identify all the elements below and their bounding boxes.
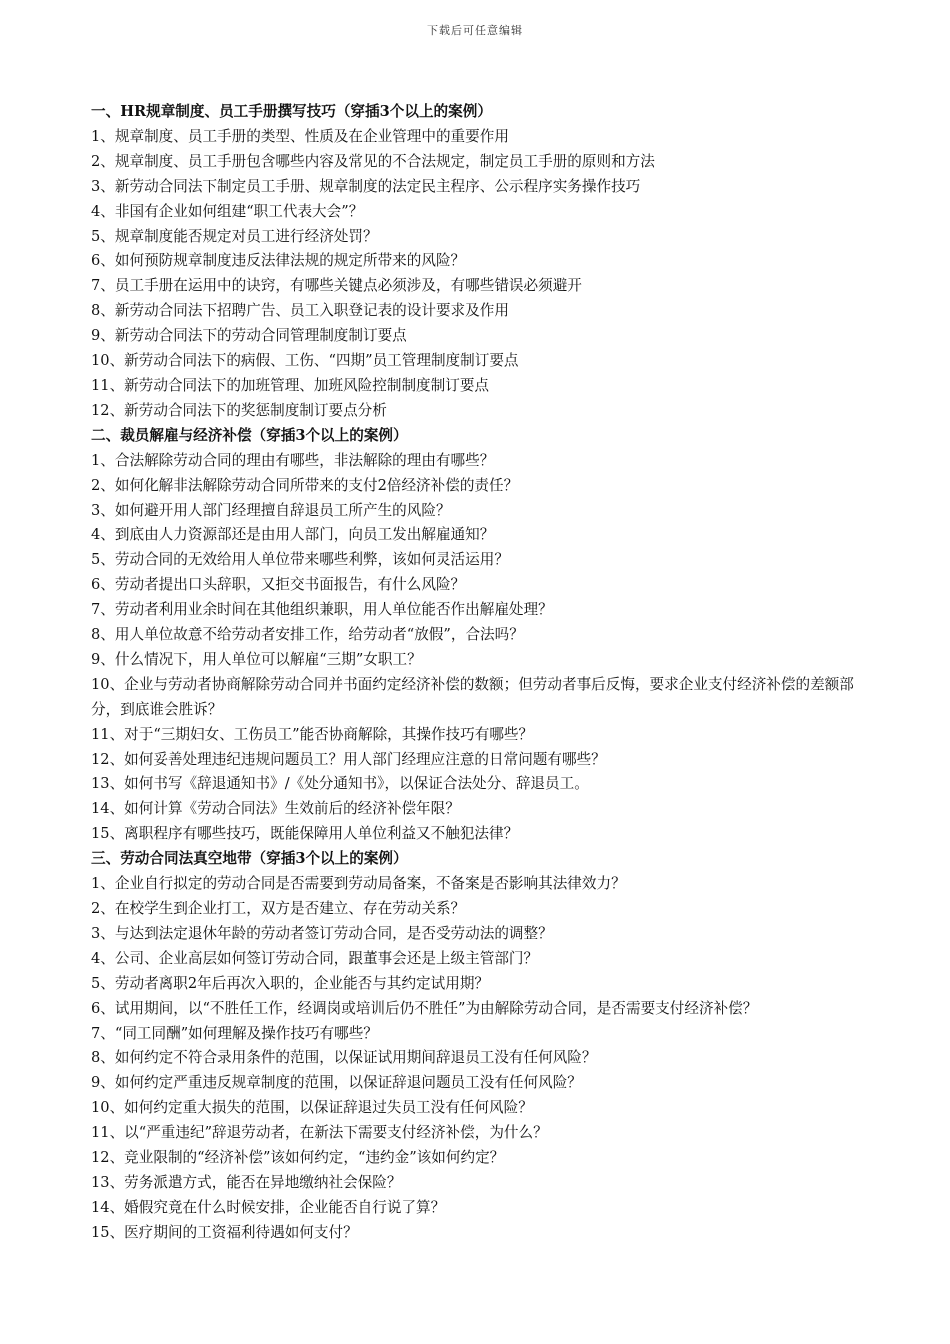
document-body (91, 100, 871, 1246)
list-item: 2、规章制度、员工手册包含哪些内容及常见的不合法规定，制定员工手册的原则和方法 (91, 152, 655, 170)
list-item: 15、离职程序有哪些技巧，既能保障用人单位利益又不触犯法律？ (91, 825, 519, 843)
list-item: 6、如何预防规章制度违反法律法规的规定所带来的风险？ (91, 252, 466, 270)
list-item: 1、规章制度、员工手册的类型、性质及在企业管理中的重要作用 (91, 127, 509, 145)
list-item: 2、如何化解非法解除劳动合同所带来的支付2倍经济补偿的责任？ (91, 476, 519, 494)
list-item: 3、新劳动合同法下制定员工手册、规章制度的法定民主程序、公示程序实务操作技巧 (91, 177, 641, 195)
header-note: 下载后可任意编辑 (427, 24, 523, 37)
list-item: 7、员工手册在运用中的诀窍，有哪些关键点必须涉及，有哪些错误必须避开 (91, 277, 582, 295)
list-item: 1、企业自行拟定的劳动合同是否需要到劳动局备案，不备案是否影响其法律效力？ (91, 875, 626, 893)
list-item: 5、规章制度能否规定对员工进行经济处罚？ (91, 227, 378, 245)
section-heading: 二、裁员解雇与经济补偿（穿插3个以上的案例） (91, 426, 408, 444)
list-item: 14、婚假究竟在什么时候安排，企业能否自行说了算？ (91, 1198, 446, 1216)
list-item: 13、劳务派遣方式，能否在异地缴纳社会保险？ (91, 1173, 402, 1191)
list-item: 2、在校学生到企业打工，双方是否建立、存在劳动关系？ (91, 900, 466, 917)
list-item: 14、如何计算《劳动合同法》生效前后的经济补偿年限？ (91, 800, 460, 818)
list-item: 10、如何约定重大损失的范围，以保证辞退过失员工没有任何风险？ (91, 1099, 533, 1117)
list-item: 10、企业与劳动者协商解除劳动合同并书面约定经济补偿的数额；但劳动者事后反悔，要求企业支付经济补偿的差额部分，到底谁会胜诉？ (91, 675, 854, 718)
list-item: 4、非国有企业如何组建“职工代表大会”？ (91, 202, 364, 220)
list-item: 12、竞业限制的“经济补偿”该如何约定，“违约金”该如何约定？ (91, 1149, 505, 1167)
list-item: 4、到底由人力资源部还是由用人部门，向员工发出解雇通知？ (91, 526, 495, 544)
list-item: 11、对于“三期妇女、工伤员工”能否协商解除，其操作技巧有哪些？ (91, 725, 534, 743)
section-heading: 三、劳动合同法真空地带（穿插3个以上的案例） (91, 850, 408, 868)
list-item: 6、劳动者提出口头辞职，又拒交书面报告，有什么风险？ (91, 576, 466, 594)
list-item: 5、劳动合同的无效给用人单位带来哪些利弊，该如何灵活运用？ (91, 551, 509, 569)
section-heading: 一、HR规章制度、员工手册撰写技巧（穿插3个以上的案例） (91, 103, 492, 120)
list-item: 12、如何妥善处理违纪违规问题员工？用人部门经理应注意的日常问题有哪些？ (91, 750, 606, 768)
list-item: 4、公司、企业高层如何签订劳动合同，跟董事会还是上级主管部门？ (91, 949, 539, 967)
list-item: 11、以“严重违纪”辞退劳动者，在新法下需要支付经济补偿，为什么？ (91, 1124, 548, 1142)
list-item: 3、如何避开用人部门经理擅自辞退员工所产生的风险？ (91, 501, 451, 519)
list-item: 7、“同工同酬”如何理解及操作技巧有哪些？ (91, 1024, 378, 1042)
list-item: 6、试用期间，以“不胜任工作，经调岗或培训后仍不胜任”为由解除劳动合同，是否需要支付经济补偿？ (91, 999, 758, 1017)
list-item: 8、新劳动合同法下招聘广告、员工入职登记表的设计要求及作用 (91, 302, 509, 320)
list-item: 12、新劳动合同法下的奖惩制度制订要点分析 (91, 401, 387, 419)
list-item: 9、什么情况下，用人单位可以解雇“三期”女职工？ (91, 650, 422, 668)
list-item: 15、医疗期间的工资福利待遇如何支付？ (91, 1223, 358, 1241)
list-item: 10、新劳动合同法下的病假、工伤、“四期”员工管理制度制订要点 (91, 352, 519, 370)
list-item: 5、劳动者离职2年后再次入职的，企业能否与其约定试用期？ (91, 974, 490, 992)
list-item: 1、合法解除劳动合同的理由有哪些，非法解除的理由有哪些？ (91, 451, 495, 469)
list-item: 3、与达到法定退休年龄的劳动者签订劳动合同，是否受劳动法的调整？ (91, 924, 553, 942)
list-item: 7、劳动者利用业余时间在其他组织兼职，用人单位能否作出解雇处理？ (91, 601, 553, 619)
list-item: 13、如何书写《辞退通知书》/《处分通知书》，以保证合法处分、辞退员工。 (91, 775, 589, 793)
list-item: 9、新劳动合同法下的劳动合同管理制度制订要点 (91, 327, 407, 345)
list-item: 11、新劳动合同法下的加班管理、加班风险控制制度制订要点 (91, 376, 490, 394)
list-item: 8、如何约定不符合录用条件的范围，以保证试用期间辞退员工没有任何风险？ (91, 1049, 597, 1067)
list-item: 9、如何约定严重违反规章制度的范围，以保证辞退问题员工没有任何风险？ (91, 1074, 582, 1092)
list-item: 8、用人单位故意不给劳动者安排工作，给劳动者“放假”，合法吗？ (91, 626, 524, 644)
